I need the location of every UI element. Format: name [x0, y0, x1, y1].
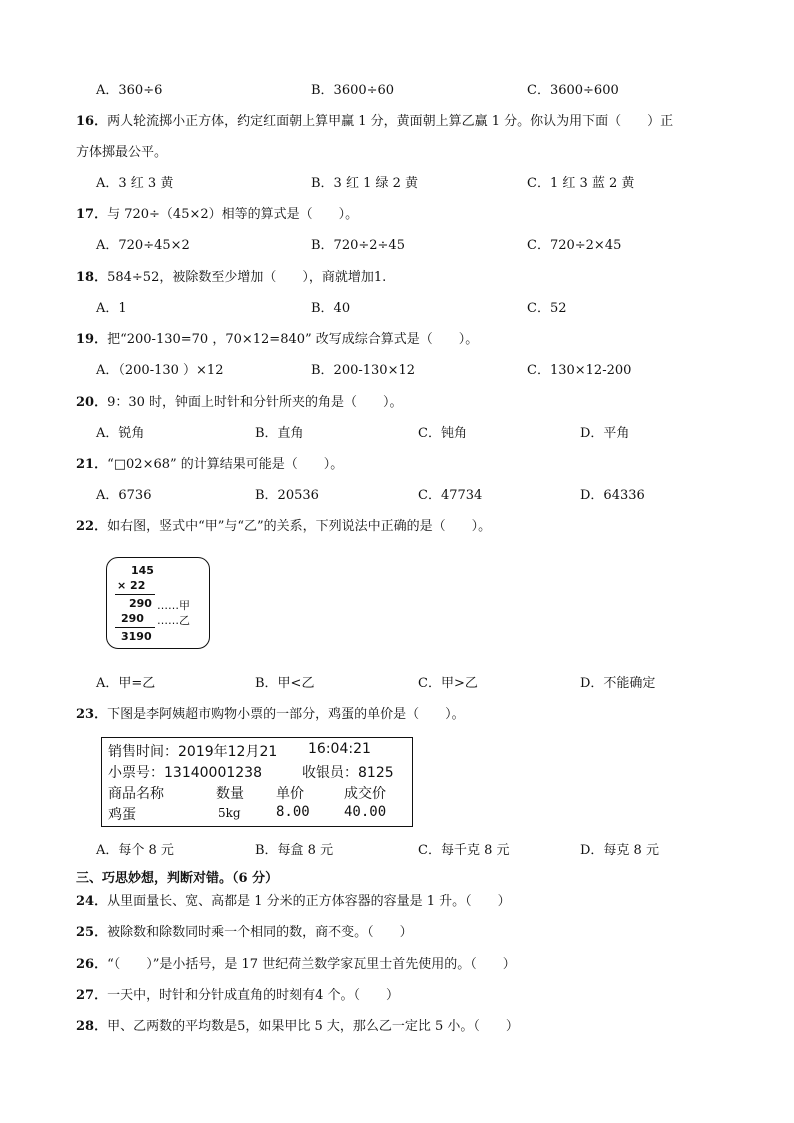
receipt-sale-time: 销售时间：2019年12月21 — [108, 744, 278, 760]
question-number: 20． — [76, 395, 108, 410]
question-17 — [76, 206, 358, 224]
question-26 — [76, 956, 516, 974]
fig-tag-yi: ……乙 — [157, 614, 190, 627]
q21-option-b: B．20536 — [255, 488, 319, 503]
question-text: 甲、乙两数的平均数是5，如果甲比 5 大，那么乙一定比 5 小。（ ） — [107, 1019, 519, 1034]
q15-option-b: B．3600÷60 — [311, 83, 395, 98]
question-text: 从里面量长、宽、高都是 1 分米的正方体容器的容量是 1 升。（ ） — [107, 894, 511, 909]
q18-option-a: A．1 — [96, 301, 127, 316]
question-number: 25． — [76, 925, 108, 940]
question-text: 如右图，竖式中“甲”与“乙”的关系，下列说法中正确的是（ ）。 — [107, 519, 492, 534]
q22-option-b: B．甲<乙 — [255, 676, 315, 691]
question-number: 16． — [76, 114, 108, 129]
question-25 — [76, 924, 413, 942]
receipt-header-price: 单价 — [276, 786, 304, 802]
q22-option-c: C．甲>乙 — [418, 676, 478, 691]
vertical-multiplication-figure — [106, 557, 210, 649]
question-text: “（ ）”是小括号，是 17 世纪荷兰数学家瓦里士首先使用的。（ ） — [107, 957, 516, 972]
q23-option-d: D．每克 8 元 — [580, 843, 659, 858]
fig-partial-1: 290 — [129, 597, 152, 610]
q20-option-a: A．锐角 — [96, 426, 145, 441]
question-text: 一天中，时针和分针成直角的时刻有4 个。（ ） — [107, 988, 399, 1003]
receipt-item-qty: 5kg — [218, 806, 241, 820]
q17-option-a: A．720÷45×2 — [96, 238, 190, 253]
question-number: 17． — [76, 207, 108, 222]
q16-option-c: C．1 红 3 蓝 2 黄 — [527, 176, 635, 191]
question-number: 27． — [76, 988, 108, 1003]
q17-option-c: C．720÷2×45 — [527, 238, 622, 253]
question-number: 23． — [76, 707, 108, 722]
question-text: 把“200-130=70 ，70×12=840” 改写成综合算式是（ ）。 — [107, 332, 479, 347]
q21-option-a: A．6736 — [96, 488, 152, 503]
q19-option-a: A．（200-130 ）×12 — [96, 363, 224, 378]
receipt-header-item: 商品名称 — [108, 786, 164, 802]
fig-rule-1 — [115, 594, 155, 595]
q15-option-a: A．360÷6 — [96, 83, 163, 98]
question-20 — [76, 394, 403, 412]
receipt-ticket-number: 小票号：13140001238 — [108, 765, 262, 781]
question-number: 18． — [76, 270, 108, 285]
question-24 — [76, 893, 511, 911]
q15-option-c: C．3600÷600 — [527, 83, 619, 98]
fig-rule-2 — [115, 627, 155, 628]
question-21 — [76, 456, 343, 474]
q17-option-b: B．720÷2÷45 — [311, 238, 405, 253]
question-number: 22． — [76, 519, 108, 534]
question-28 — [76, 1018, 519, 1036]
question-text: 被除数和除数同时乘一个相同的数，商不变。（ ） — [107, 925, 413, 940]
question-text: 9：30 时，钟面上时针和分针所夹的角是（ ）。 — [107, 395, 403, 410]
shopping-receipt — [101, 737, 413, 827]
q16-option-a: A．3 红 3 黄 — [96, 176, 174, 191]
q20-option-b: B．直角 — [255, 426, 304, 441]
receipt-item-name: 鸡蛋 — [108, 807, 136, 823]
q20-option-d: D．平角 — [580, 426, 630, 441]
question-text: 下图是李阿姨超市购物小票的一部分，鸡蛋的单价是（ ）。 — [107, 707, 465, 722]
q23-option-a: A．每个 8 元 — [96, 843, 174, 858]
question-18 — [76, 269, 386, 287]
receipt-item-total: 40.00 — [344, 804, 387, 820]
question-16 — [76, 113, 673, 131]
question-number: 24． — [76, 894, 108, 909]
q16-option-b: B．3 红 1 绿 2 黄 — [311, 176, 419, 191]
receipt-item-price: 8.00 — [276, 804, 310, 820]
fig-partial-2: 290 — [121, 612, 144, 625]
q22-option-d: D．不能确定 — [580, 676, 656, 691]
q19-option-b: B．200-130×12 — [311, 363, 416, 378]
q20-option-c: C．钝角 — [418, 426, 467, 441]
question-text: 两人轮流掷小正方体，约定红面朝上算甲赢 1 分，黄面朝上算乙赢 1 分。你认为用下面（ ）正 — [107, 114, 674, 129]
receipt-header-qty: 数量 — [216, 786, 244, 802]
receipt-header-total: 成交价 — [344, 786, 386, 802]
question-number: 28． — [76, 1019, 108, 1034]
q19-option-c: C．130×12-200 — [527, 363, 632, 378]
fig-multiplicand: 145 — [131, 564, 154, 577]
q22-option-a: A．甲=乙 — [96, 676, 156, 691]
question-number: 19． — [76, 332, 108, 347]
section-3-heading: 三、巧思妙想，判断对错。（6 分） — [76, 871, 279, 886]
q23-option-b: B．每盒 8 元 — [255, 843, 334, 858]
question-23 — [76, 706, 465, 724]
question-27 — [76, 987, 399, 1005]
receipt-cashier: 收银员：8125 — [302, 765, 394, 781]
question-22 — [76, 518, 491, 536]
question-number: 26． — [76, 957, 108, 972]
q23-option-c: C．每千克 8 元 — [418, 843, 510, 858]
fig-multiplier: × 22 — [117, 579, 146, 592]
fig-tag-jia: ……甲 — [157, 599, 190, 612]
question-text: 与 720÷（45×2）相等的算式是（ ）。 — [107, 207, 359, 222]
question-number: 21． — [76, 457, 108, 472]
question-16-line2: 方体掷最公平。 — [76, 145, 168, 160]
receipt-clock-time: 16:04:21 — [308, 741, 371, 757]
q18-option-c: C．52 — [527, 301, 567, 316]
fig-product: 3190 — [121, 630, 152, 643]
question-text: 584÷52，被除数至少增加（ ），商就增加1. — [107, 270, 387, 285]
q21-option-c: C．47734 — [418, 488, 483, 503]
question-19 — [76, 331, 478, 349]
question-text: “□02×68” 的计算结果可能是（ ）。 — [107, 457, 344, 472]
q21-option-d: D．64336 — [580, 488, 645, 503]
q18-option-b: B．40 — [311, 301, 351, 316]
